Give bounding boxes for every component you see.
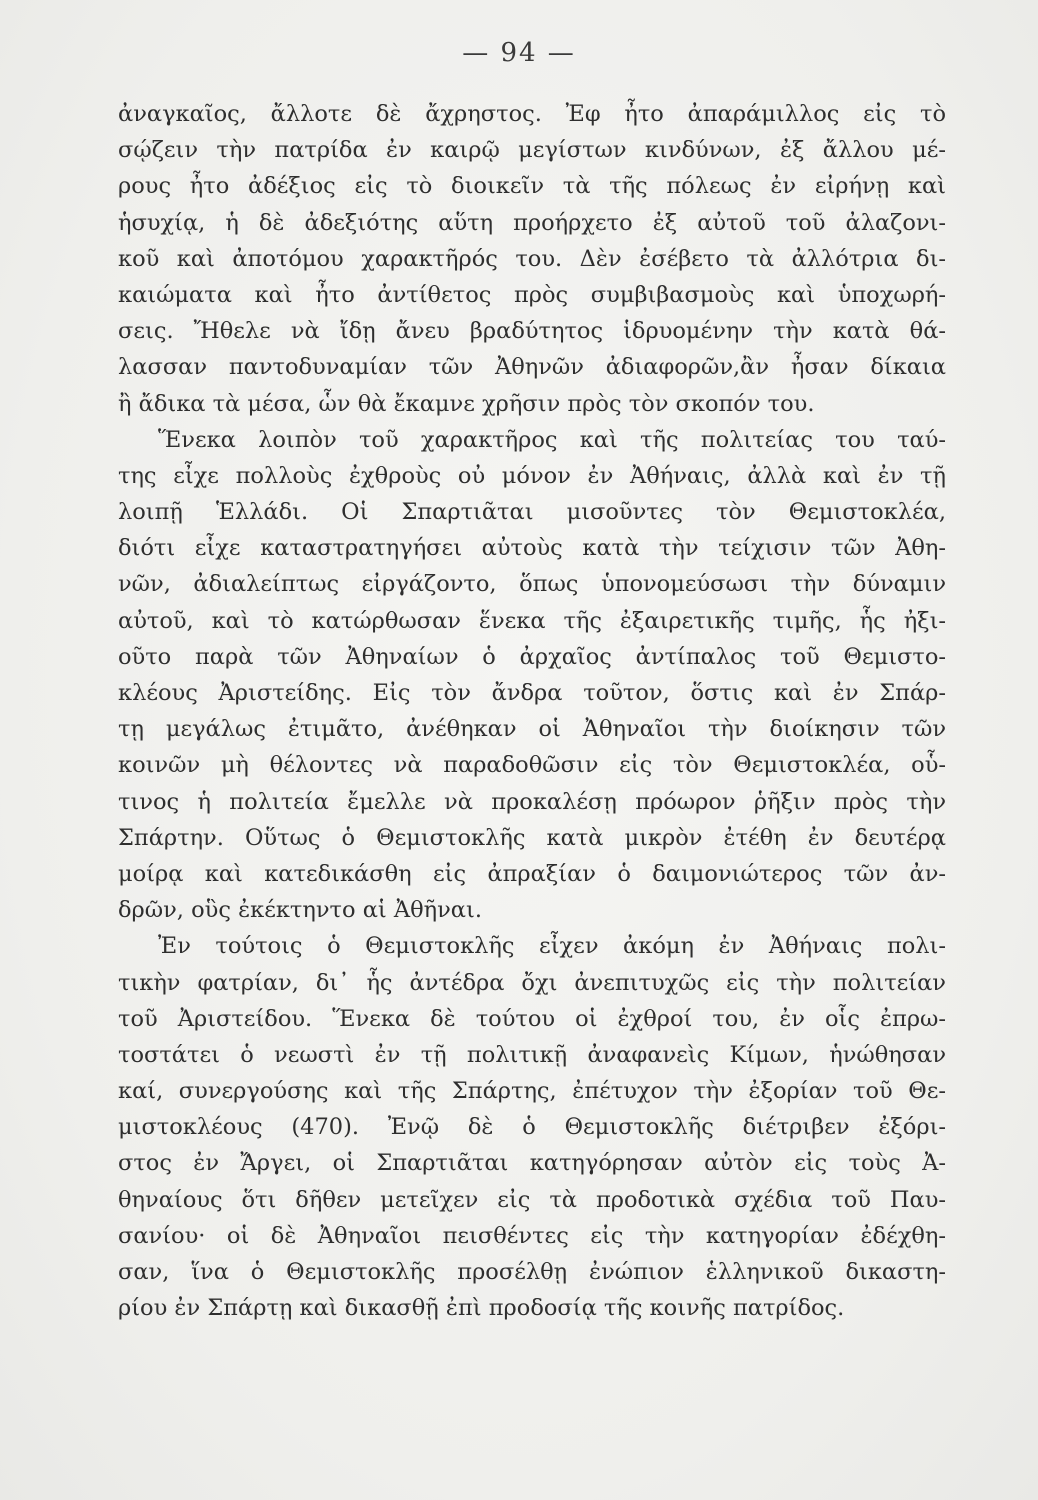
text-line: καιώματα καὶ ἦτο ἀντίθετος πρὸς συμβιβασμοὺς καὶ ὑποχωρή- <box>118 281 946 308</box>
text-line: ἀναγκαῖος, ἄλλοτε δὲ ἄχρηστος. Ἐφ ἦτο ἀπαράμιλλος εἰς τὸ <box>118 101 946 127</box>
text-line: ἡσυχίᾳ, ἡ δὲ ἀδεξιότης αὕτη προήρχετο ἐξ αὐτοῦ τοῦ ἀλαζονι- <box>118 209 946 236</box>
text-line: νῶν, ἀδιαλείπτως εἰργάζοντο, ὅπως ὑπονομεύσωσι τὴν δύναμιν <box>118 571 946 598</box>
text-line: σεις. Ἤθελε νὰ ἴδῃ ἄνευ βραδύτητος ἱδρυομένην τὴν κατὰ θά- <box>118 318 946 345</box>
page-number: — 94 — <box>462 38 576 68</box>
text-line: μιστοκλέους (470). Ἐνῷ δὲ ὁ Θεμιστοκλῆς διέτριβεν ἐξόρι- <box>118 1114 946 1141</box>
text-line: σῴζειν τὴν πατρίδα ἐν καιρῷ μεγίστων κινδύνων, ἐξ ἄλλου μέ- <box>118 137 946 164</box>
text-line: σαν, ἵνα ὁ Θεμιστοκλῆς προσέλθῃ ἐνώπιον ἑλληνικοῦ δικαστη- <box>118 1259 946 1285</box>
text-line: διότι εἶχε καταστρατηγήσει αὐτοὺς κατὰ τὴν τείχισιν τῶν Ἀθη- <box>118 535 946 562</box>
text-line: κλέους Ἀριστείδης. Εἰς τὸν ἄνδρα τοῦτον, ὅστις καὶ ἐν Σπάρ- <box>118 680 946 706</box>
text-line: κοινῶν μὴ θέλοντες νὰ παραδοθῶσιν εἰς τὸν Θεμιστοκλέα, οὗ- <box>118 752 946 779</box>
text-line: Ἕνεκα λοιπὸν τοῦ χαρακτῆρος καὶ τῆς πολιτείας του ταύ- <box>158 426 946 453</box>
text-line: της εἶχε πολλοὺς ἐχθροὺς οὐ μόνον ἐν Ἀθήναις, ἀλλὰ καὶ ἐν τῇ <box>118 462 946 489</box>
text-line: αὐτοῦ, καὶ τὸ κατώρθωσαν ἕνεκα τῆς ἐξαιρετικῆς τιμῆς, ἧς ἠξι- <box>118 607 946 634</box>
text-line: οῦτο παρὰ τῶν Ἀθηναίων ὁ ἀρχαῖος ἀντίπαλος τοῦ Θεμιστο- <box>118 643 946 670</box>
text-line: ρους ἦτο ἀδέξιος εἰς τὸ διοικεῖν τὰ τῆς πόλεως ἐν εἰρήνῃ καὶ <box>118 173 946 200</box>
text-line: τοῦ Ἀριστείδου. Ἕνεκα δὲ τούτου οἱ ἐχθροί του, ἐν οἷς ἐπρω- <box>118 1005 946 1032</box>
text-line: δρῶν, οὓς ἐκέκτηντο αἱ Ἀθῆναι. <box>118 897 482 924</box>
text-line: τικὴν φατρίαν, δι᾿ ἧς ἀντέδρα ὄχι ἀνεπιτυχῶς εἰς τὴν πολιτείαν <box>118 969 946 996</box>
text-line: Ἐν τούτοις ὁ Θεμιστοκλῆς εἶχεν ἀκόμη ἐν Ἀθήναις πολι- <box>158 933 946 960</box>
text-line: λασσαν παντοδυναμίαν τῶν Ἀθηνῶν ἀδιαφορῶν,ἂν ἦσαν δίκαια <box>118 354 946 381</box>
text-line: λοιπῇ Ἑλλάδι. Οἱ Σπαρτιᾶται μισοῦντες τὸν Θεμιστοκλέα, <box>118 499 946 526</box>
text-line: τῃ μεγάλως ἐτιμᾶτο, ἀνέθηκαν οἱ Ἀθηναῖοι τὴν διοίκησιν τῶν <box>118 716 946 743</box>
text-line: μοίρᾳ καὶ κατεδικάσθη εἰς ἀπραξίαν ὁ δαιμονιώτερος τῶν ἀν- <box>118 860 946 887</box>
text-line: ἢ ἄδικα τὰ μέσα, ὧν θὰ ἔκαμνε χρῆσιν πρὸς τὸν σκοπόν του. <box>118 390 815 417</box>
text-line: καί, συνεργούσης καὶ τῆς Σπάρτης, ἐπέτυχον τὴν ἐξορίαν τοῦ Θε- <box>118 1078 946 1105</box>
text-line: Σπάρτην. Οὕτως ὁ Θεμιστοκλῆς κατὰ μικρὸν ἐτέθη ἐν δευτέρᾳ <box>118 824 946 851</box>
text-line: στος ἐν Ἄργει, οἱ Σπαρτιᾶται κατηγόρησαν αὐτὸν εἰς τοὺς Ἀ- <box>118 1150 946 1177</box>
text-line: θηναίους ὅτι δῆθεν μετεῖχεν εἰς τὰ προδοτικὰ σχέδια τοῦ Παυ- <box>118 1186 946 1213</box>
text-line: ρίου ἐν Σπάρτῃ καὶ δικασθῇ ἐπὶ προδοσίᾳ τῆς κοινῆς πατρίδος. <box>118 1295 845 1322</box>
text-line: τινος ἡ πολιτεία ἔμελλε νὰ προκαλέσῃ πρόωρον ῥῆξιν πρὸς τὴν <box>118 788 946 815</box>
text-line: σανίου· οἱ δὲ Ἀθηναῖοι πεισθέντες εἰς τὴν κατηγορίαν ἐδέχθη- <box>118 1222 946 1249</box>
text-line: κοῦ καὶ ἀποτόμου χαρακτῆρός του. Δὲν ἐσέβετο τὰ ἀλλότρια δι- <box>118 245 946 272</box>
text-line: τοστάτει ὁ νεωστὶ ἐν τῇ πολιτικῇ ἀναφανεὶς Κίμων, ἡνώθησαν <box>118 1041 946 1068</box>
body-text <box>118 96 946 1326</box>
